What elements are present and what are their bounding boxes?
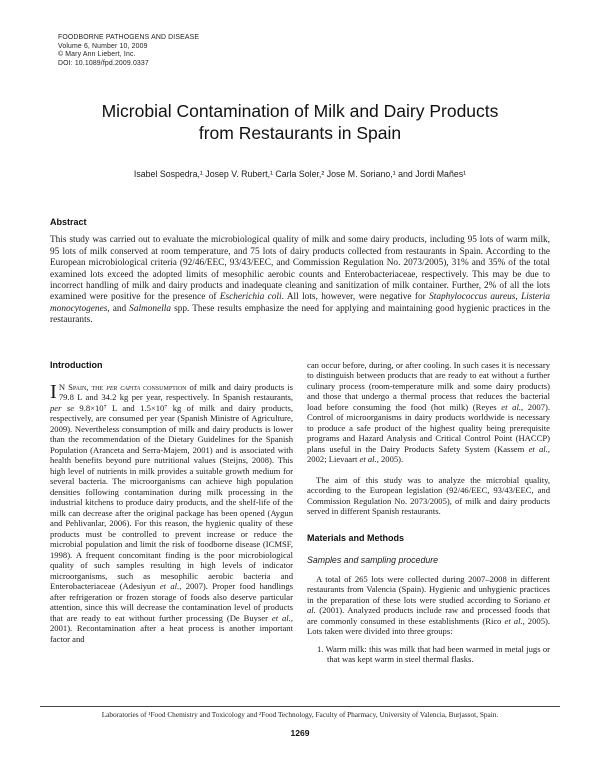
introduction-paragraph-left: I N Spain, the per capita consumption of milk and dairy products is 79.8 L and 34.2 kg per year, respectively. In Spanish restaurants, per se 9.8×10⁷ L and 1.5×10⁷ kg of milk and dairy products, respectively, are consumed per year (Spanish Ministre of Agriculture, 2009). Nevertheless consumption of milk and dairy products is lower than the recommendation of the Dietary Guidelines for the Spanish Population (Aranceta and Serra-Majem, 2001) and is associated with health benefits beyond pure nutritional values (Steijns, 2008). This high level of nutrients in milk provides a suitable growth medium for several bacteria. The microorganisms can achieve high population densities following contamination during milk processing in the industrial kitchens to produce dairy products, and the shelf-life of the milk can decrease after the original package has been opened (Aygun and Pehlivanlar, 2006). For this reason, the hygienic quality of these products must be controlled to prevent increase or reduce the microbial population and limit the risk of foodborne disease (ICMSF, 1998). A frequent concomitant finding is the poor microbiological quality of such samples resulting in high levels of indicator microorganisms, such as mesophilic aerobic bacteria and Enterobacteriaceae (Adesiyun et al., 2007). Proper food handlings after refrigeration or frozen storage of foods also deserve particular attention, since this will decrease the contamination level of products that are ready to eat without further processing (De Buyser et al., 2001). Recontamination after a heat process is another important factor and xyxy=(50,380,293,644)
left-column xyxy=(50,360,293,686)
abstract-heading: Abstract xyxy=(50,217,87,228)
title-line-1: Microbial Contamination of Milk and Dairy Products xyxy=(101,101,499,122)
volume-line: Volume 6, Number 10, 2009 xyxy=(58,42,148,50)
doi-line: DOI: 10.1089/fpd.2009.0337 xyxy=(58,59,149,67)
page-number: 1269 xyxy=(290,728,310,738)
page-footer xyxy=(40,706,560,738)
article-title xyxy=(50,100,550,144)
methods-subheading: Samples and sampling procedure xyxy=(307,554,439,565)
aim-paragraph: The aim of this study was to analyze the microbial quality, according to the European legislation (92/46/EEC, 93/43/EEC, and Commission Regulation No. 2073/2005), of milk and dairy products served in different Spanish restaurants. xyxy=(307,474,550,517)
right-column xyxy=(307,360,550,686)
two-column-body xyxy=(50,360,550,686)
journal-header xyxy=(58,34,550,68)
introduction-heading: Introduction xyxy=(50,359,103,370)
affiliation-note: Laboratories of ¹Food Chemistry and Toxicology and ²Food Technology, Faculty of Pharmacy, University of Valencia, Burjassot, Spain. xyxy=(101,710,499,719)
journal-name: FOODBORNE PATHOGENS AND DISEASE xyxy=(58,34,200,41)
authors-line: Isabel Sospedra,¹ Josep V. Rubert,¹ Carla Soler,² Jose M. Soriano,¹ and Jordi Mañes¹ xyxy=(133,169,467,180)
introduction-paragraph-right: can occur before, during, or after cooling. In such cases it is necessary to distinguish between products that are ready to eat without a further culinary process (room-temperature milk and some dairy products) and those that undergo a thermal process that reduces the bacterial load before consuming the food (hot milk) (Reyes et al., 2007). Control of microorganisms in dairy products worldwide is necessary to produce a safe product of the highest quality being prerequisite programs and Hazard Analysis and Critical Control Point (HACCP) plans useful in the Dairy Products Safety System (Kassem et al., 2002; Lievaart et al., 2005). xyxy=(307,359,550,465)
sampling-paragraph: A total of 265 lots were collected during 2007–2008 in different restaurants from Valencia (Spain). Hygienic and unhygienic practices in the preparation of these lots were studied according to Soriano et al. (2001). Analyzed products include raw and processed foods that are commonly consumed in these establishments (Rico et al., 2005). Lots taken were divided into three groups: xyxy=(307,573,550,637)
title-line-2: from Restaurants in Spain xyxy=(198,123,402,144)
sample-group-item-1: 1. Warm milk: this was milk that had been warmed in metal jugs or that was kept warm in steel thermal flasks. xyxy=(317,643,550,665)
methods-heading: Materials and Methods xyxy=(307,532,405,543)
copyright-line: © Mary Ann Liebert, Inc. xyxy=(58,51,136,59)
abstract-paragraph: This study was carried out to evaluate the microbiological quality of milk and some dairy products, including 95 lots of warm milk, 95 lots of milk conserved at room temperature, and 75 lots of dairy products collected from restaurants in Spain. According to the European microbiological criteria (92/46/EEC, 93/43/EEC, and Commission Regulation No. 2073/2005), 31% and 35% of the total examined lots exceed the adopted limits of mesophilic aerobic counts and Enterobacteriaceae, respectively. This may be due to incorrect handling of milk and dairy products and inadequate cleaning and sanitization of milk container. Further, 2% of all the lots examined were positive for the presence of Escherichia coli. All lots, however, were negative for Staphylococcus aureus, Listeria monocytogenes, and Salmonella spp. These results emphasize the need for applying and maintaining good hygienic practices in the restaurants. xyxy=(50,235,550,326)
